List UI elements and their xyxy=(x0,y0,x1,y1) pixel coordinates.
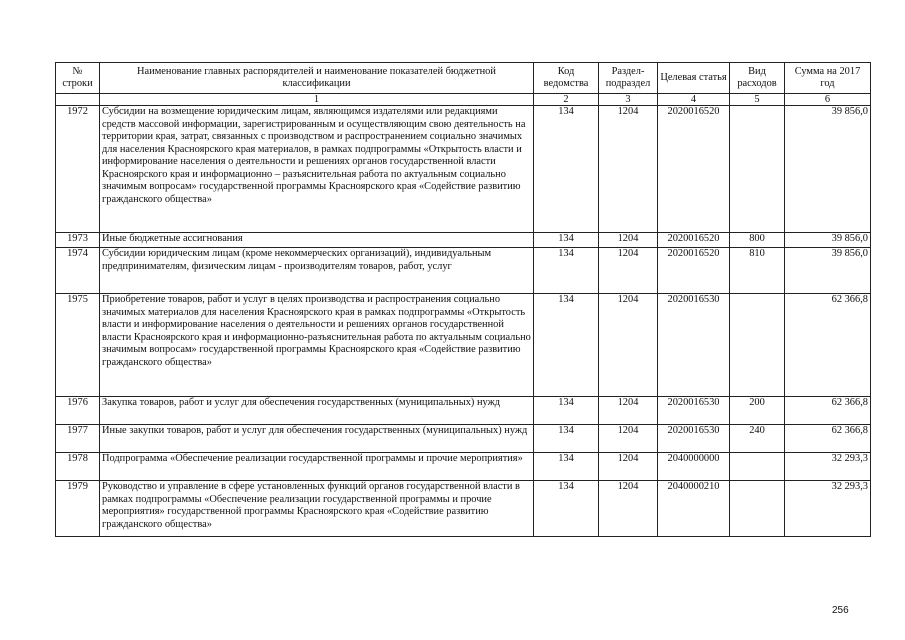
row-target-cell: 2020016530 xyxy=(658,425,730,453)
row-target-cell: 2020016520 xyxy=(658,233,730,248)
row-type-cell: 800 xyxy=(730,233,785,248)
row-section-cell: 1204 xyxy=(599,248,658,294)
row-section-cell: 1204 xyxy=(599,397,658,425)
column-number-row xyxy=(56,94,871,106)
row-type-cell: 810 xyxy=(730,248,785,294)
table-row xyxy=(56,106,871,233)
header-section: Раздел-подраздел xyxy=(599,63,658,94)
row-code-cell: 134 xyxy=(534,397,599,425)
row-name-cell: Руководство и управление в сфере установленных функций органов государственной власти в рамках подпрограммы «Обеспечение реализации государственной программы и прочие мероприятия» государственной программы Красноярского края «Содействие развитию гражданского общества» xyxy=(100,481,534,537)
row-name-cell: Закупка товаров, работ и услуг для обеспечения государственных (муниципальных) нужд xyxy=(100,397,534,425)
table-row xyxy=(56,294,871,397)
header-row-number: № строки xyxy=(56,63,100,94)
table-row xyxy=(56,481,871,537)
row-code-cell: 134 xyxy=(534,481,599,537)
row-code-cell: 134 xyxy=(534,106,599,233)
row-sum-cell: 62 366,8 xyxy=(785,294,871,397)
row-sum-cell: 62 366,8 xyxy=(785,397,871,425)
table-row xyxy=(56,425,871,453)
row-name-cell: Иные бюджетные ассигнования xyxy=(100,233,534,248)
row-number-cell: 1972 xyxy=(56,106,100,233)
row-sum-cell: 62 366,8 xyxy=(785,425,871,453)
row-target-cell: 2020016520 xyxy=(658,106,730,233)
row-target-cell: 2020016530 xyxy=(658,397,730,425)
row-name-cell: Субсидии юридическим лицам (кроме некоммерческих организаций), индивидуальным предпринимателям, физическим лицам - производителям товаров, работ, услуг xyxy=(100,248,534,294)
table-row xyxy=(56,248,871,294)
page-number: 256 xyxy=(832,605,849,616)
row-sum-cell: 39 856,0 xyxy=(785,106,871,233)
header-row xyxy=(56,63,871,94)
row-name-cell: Иные закупки товаров, работ и услуг для обеспечения государственных (муниципальных) нужд xyxy=(100,425,534,453)
row-number-cell: 1973 xyxy=(56,233,100,248)
row-number-cell: 1978 xyxy=(56,453,100,481)
row-section-cell: 1204 xyxy=(599,233,658,248)
header-expense-type: Вид расходов xyxy=(730,63,785,94)
row-type-cell xyxy=(730,453,785,481)
column-number-cell: 2 xyxy=(534,94,599,106)
row-number-cell: 1976 xyxy=(56,397,100,425)
table-header xyxy=(56,63,871,106)
column-number-cell xyxy=(56,94,100,106)
row-code-cell: 134 xyxy=(534,233,599,248)
row-type-cell xyxy=(730,294,785,397)
row-target-cell: 2040000000 xyxy=(658,453,730,481)
row-code-cell: 134 xyxy=(534,248,599,294)
column-number-cell: 1 xyxy=(100,94,534,106)
row-type-cell: 240 xyxy=(730,425,785,453)
row-section-cell: 1204 xyxy=(599,453,658,481)
row-section-cell: 1204 xyxy=(599,425,658,453)
row-sum-cell: 39 856,0 xyxy=(785,248,871,294)
row-section-cell: 1204 xyxy=(599,294,658,397)
row-type-cell: 200 xyxy=(730,397,785,425)
column-number-cell: 4 xyxy=(658,94,730,106)
row-target-cell: 2020016520 xyxy=(658,248,730,294)
row-section-cell: 1204 xyxy=(599,106,658,233)
row-code-cell: 134 xyxy=(534,453,599,481)
row-number-cell: 1977 xyxy=(56,425,100,453)
table-row xyxy=(56,453,871,481)
row-sum-cell: 32 293,3 xyxy=(785,481,871,537)
row-number-cell: 1975 xyxy=(56,294,100,397)
header-name: Наименование главных распорядителей и наименование показателей бюджетной классификации xyxy=(100,63,534,94)
row-number-cell: 1979 xyxy=(56,481,100,537)
row-sum-cell: 39 856,0 xyxy=(785,233,871,248)
row-sum-cell: 32 293,3 xyxy=(785,453,871,481)
row-code-cell: 134 xyxy=(534,294,599,397)
header-department-code: Код ведомства xyxy=(534,63,599,94)
column-number-cell: 6 xyxy=(785,94,871,106)
budget-table xyxy=(55,62,871,537)
row-type-cell xyxy=(730,481,785,537)
column-number-cell: 3 xyxy=(599,94,658,106)
header-sum: Сумма на 2017 год xyxy=(785,63,871,94)
row-name-cell: Субсидии на возмещение юридическим лицам, являющимся издателями или редакциями средств массовой информации, зарегистрированным и осуществляющим свою деятельность на территории края, затрат, связанных с производством и распространением социально значимых для населения Красноярского края материалов, в рамках подпрограммы «Открытость власти и информирование населения о деятельности и решениях органов государственной власти Красноярского края и информационно – разъяснительная работа по актуальным социально значимым вопросам» государственной программы Красноярского края «Содействие развитию гражданского общества» xyxy=(100,106,534,233)
row-type-cell xyxy=(730,106,785,233)
table-row xyxy=(56,397,871,425)
column-number-cell: 5 xyxy=(730,94,785,106)
row-target-cell: 2020016530 xyxy=(658,294,730,397)
row-target-cell: 2040000210 xyxy=(658,481,730,537)
row-code-cell: 134 xyxy=(534,425,599,453)
row-section-cell: 1204 xyxy=(599,481,658,537)
row-name-cell: Приобретение товаров, работ и услуг в целях производства и распространения социально значимых материалов для населения Красноярского края в рамках подпрограммы «Открытость власти и информирование населения о деятельности и решениях органов государственной власти Красноярского края и информационно-разъяснительная работа по актуальным социально значимым вопросам» государственной программы Красноярского края «Содействие развитию гражданского общества» xyxy=(100,294,534,397)
table-body xyxy=(56,106,871,537)
header-target-article: Целевая статья xyxy=(658,63,730,94)
row-name-cell: Подпрограмма «Обеспечение реализации государственной программы и прочие мероприятия» xyxy=(100,453,534,481)
table-row xyxy=(56,233,871,248)
row-number-cell: 1974 xyxy=(56,248,100,294)
